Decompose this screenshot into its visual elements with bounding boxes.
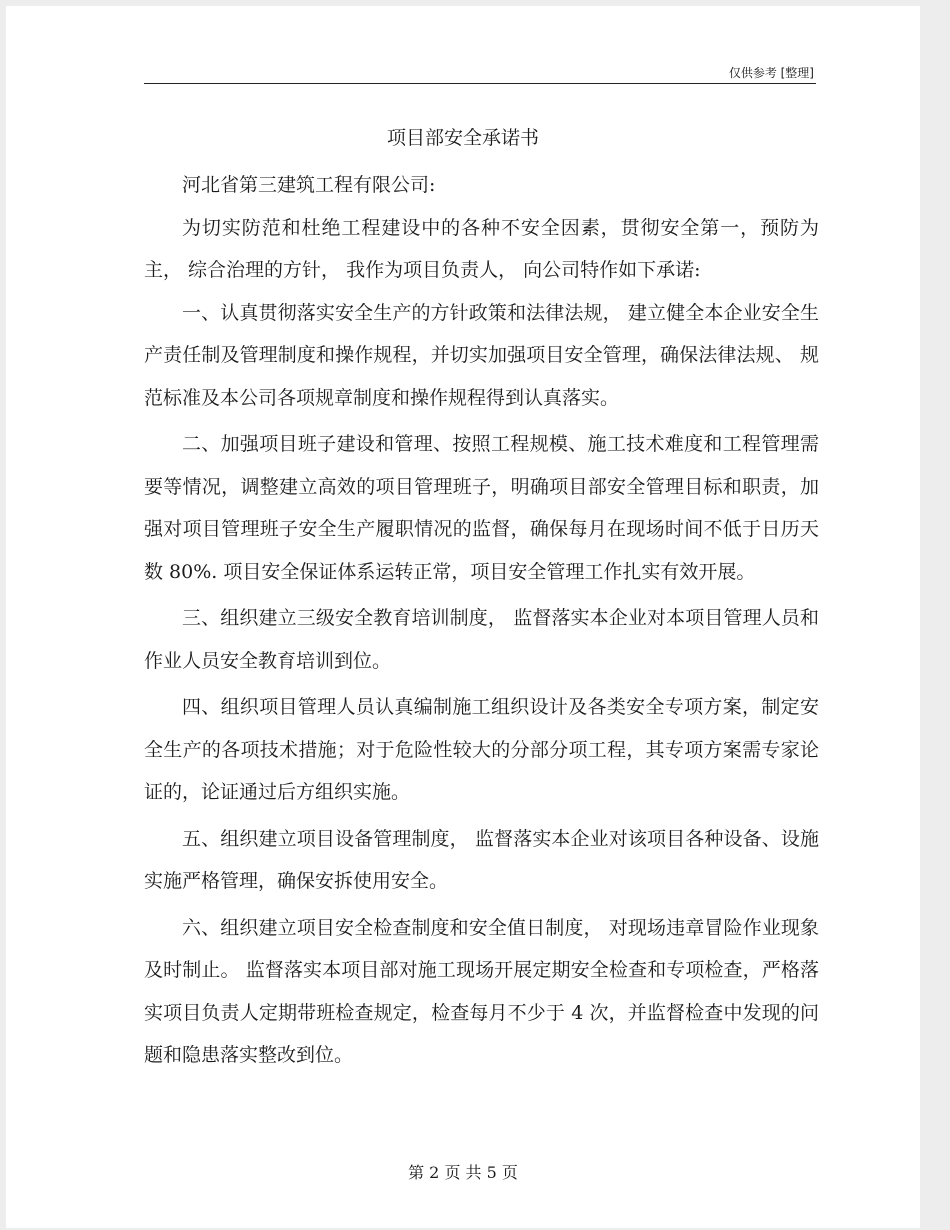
paragraph-item-2: 二、加强项目班子建设和管理、按照工程规模、施工技术难度和工程管理需要等情况，调整建立高效的项目管理班子，明确项目部安全管理目标和职责，加强对项目管理班子安全生产履职情况的监督，确保每月在现场时间不低于日历天数 80%. 项目安全保证体系运转正常，项目安全管理工作扎实有效开展。 [144,433,819,583]
salutation: 河北省第三建筑工程有限公司: [182,174,436,196]
document-page [6,6,920,1228]
paragraph-item-1: 一、认真贯彻落实安全生产的方针政策和法律法规， 建立健全本企业安全生产责任制及管理制度和操作规程，并切实加强项目安全管理，确保法律法规、 规范标准及本公司各项规章制度和操作规程得到认真落实。 [144,301,819,409]
paragraph-item-4: 四、组织项目管理人员认真编制施工组织设计及各类安全专项方案，制定安全生产的各项技术措施；对于危险性较大的分部分项工程，其专项方案需专家论证的，论证通过后方组织实施。 [144,696,819,803]
document-body [144,164,819,1077]
header-note: 仅供参考 [整理] [728,66,814,80]
paragraph-item-5: 五、组织建立项目设备管理制度， 监督落实本企业对该项目各种设备、设施实施严格管理，确保安拆使用安全。 [144,827,819,892]
paragraph-intro: 为切实防范和杜绝工程建设中的各种不安全因素，贯彻安全第一，预防为主， 综合治理的方针， 我作为项目负责人， 向公司特作如下承诺: [144,216,819,281]
page-number: 第 2 页 共 5 页 [408,1163,518,1182]
header-divider [144,83,816,84]
document-title: 项目部安全承诺书 [386,127,539,149]
paragraph-item-6: 六、组织建立项目安全检查制度和安全值日制度， 对现场违章冒险作业现象及时制止。 监督落实本项目部对施工现场开展定期安全检查和专项检查，严格落实项目负责人定期带班检查规定，检查每月不少于 4 次，并监督检查中发现的问题和隐患落实整改到位。 [144,916,819,1066]
paragraph-item-3: 三、组织建立三级安全教育培训制度， 监督落实本企业对本项目管理人员和作业人员安全教育培训到位。 [144,607,819,672]
